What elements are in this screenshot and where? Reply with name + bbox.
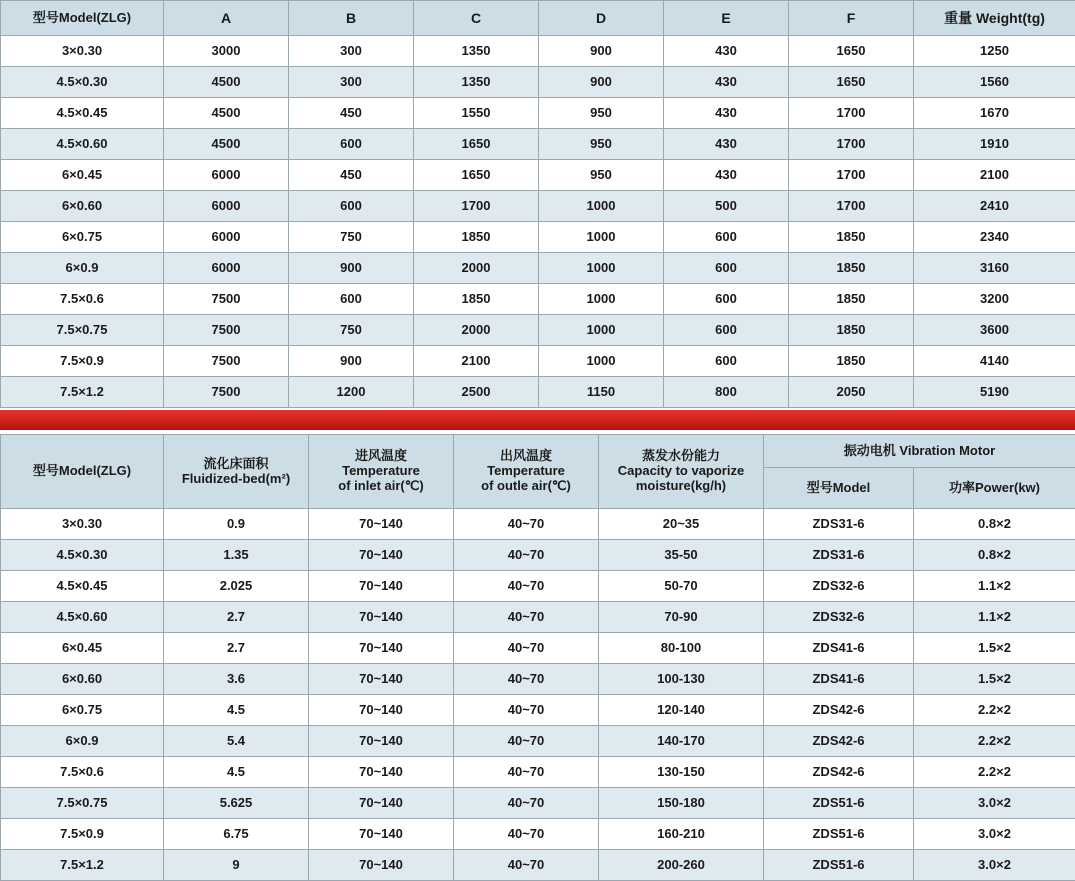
cell-outlet-temp: 40~70 (454, 695, 599, 726)
cell-e: 430 (664, 129, 789, 160)
cell-b: 300 (289, 67, 414, 98)
cell-motor-power: 2.2×2 (914, 726, 1075, 757)
cell-b: 450 (289, 98, 414, 129)
column-header-c: C (414, 1, 539, 36)
cell-f: 1850 (789, 315, 914, 346)
cell-model: 4.5×0.60 (1, 129, 164, 160)
cell-inlet-temp: 70~140 (309, 633, 454, 664)
capacity-label-en1: Capacity to vaporize (602, 464, 760, 479)
cell-f: 1700 (789, 160, 914, 191)
cell-motor-power: 1.5×2 (914, 664, 1075, 695)
performance-table-body (1, 509, 1075, 881)
cell-f: 1850 (789, 222, 914, 253)
cell-weight: 1250 (914, 36, 1075, 67)
cell-model: 4.5×0.45 (1, 98, 164, 129)
cell-outlet-temp: 40~70 (454, 571, 599, 602)
inlet-temp-label-en2: of inlet air(℃) (312, 479, 450, 494)
cell-capacity: 20~35 (599, 509, 764, 540)
cell-inlet-temp: 70~140 (309, 695, 454, 726)
cell-d: 900 (539, 36, 664, 67)
cell-weight: 3200 (914, 284, 1075, 315)
cell-inlet-temp: 70~140 (309, 726, 454, 757)
cell-motor-model: ZDS42-6 (764, 726, 914, 757)
cell-model: 7.5×0.9 (1, 346, 164, 377)
cell-outlet-temp: 40~70 (454, 757, 599, 788)
cell-model: 7.5×0.9 (1, 819, 164, 850)
cell-inlet-temp: 70~140 (309, 664, 454, 695)
cell-e: 430 (664, 160, 789, 191)
performance-table (0, 434, 1075, 881)
table-row (1, 222, 1075, 253)
cell-fluidized-bed: 4.5 (164, 757, 309, 788)
inlet-temp-label-cn: 进风温度 (312, 449, 450, 464)
cell-a: 4500 (164, 129, 289, 160)
table-row (1, 98, 1075, 129)
cell-a: 6000 (164, 253, 289, 284)
cell-motor-model: ZDS41-6 (764, 633, 914, 664)
cell-motor-model: ZDS31-6 (764, 540, 914, 571)
cell-model: 6×0.75 (1, 222, 164, 253)
cell-e: 600 (664, 253, 789, 284)
column-header-a: A (164, 1, 289, 36)
cell-a: 7500 (164, 315, 289, 346)
cell-a: 4500 (164, 98, 289, 129)
table-row (1, 509, 1075, 540)
cell-model: 4.5×0.30 (1, 540, 164, 571)
cell-b: 750 (289, 315, 414, 346)
cell-a: 7500 (164, 377, 289, 408)
fluidized-bed-label-en: Fluidized-bed(m²) (167, 472, 305, 487)
cell-c: 1700 (414, 191, 539, 222)
cell-fluidized-bed: 6.75 (164, 819, 309, 850)
cell-motor-model: ZDS42-6 (764, 757, 914, 788)
table-row (1, 315, 1075, 346)
cell-fluidized-bed: 9 (164, 850, 309, 881)
cell-fluidized-bed: 2.7 (164, 602, 309, 633)
cell-b: 600 (289, 284, 414, 315)
cell-model: 3×0.30 (1, 36, 164, 67)
cell-b: 1200 (289, 377, 414, 408)
cell-c: 1350 (414, 36, 539, 67)
cell-outlet-temp: 40~70 (454, 819, 599, 850)
cell-e: 430 (664, 36, 789, 67)
column-header-inlet-temp (309, 435, 454, 509)
table-row (1, 819, 1075, 850)
cell-c: 2000 (414, 253, 539, 284)
cell-d: 1150 (539, 377, 664, 408)
cell-model: 6×0.45 (1, 160, 164, 191)
cell-capacity: 130-150 (599, 757, 764, 788)
cell-weight: 2340 (914, 222, 1075, 253)
cell-d: 1000 (539, 191, 664, 222)
table-row (1, 695, 1075, 726)
table-row (1, 191, 1075, 222)
column-header-vibration-motor: 振动电机 Vibration Motor (764, 435, 1075, 468)
table-row (1, 36, 1075, 67)
cell-capacity: 140-170 (599, 726, 764, 757)
cell-motor-model: ZDS51-6 (764, 788, 914, 819)
cell-f: 1700 (789, 129, 914, 160)
table-header-row (1, 1, 1075, 36)
column-header-model: 型号Model(ZLG) (1, 435, 164, 509)
cell-fluidized-bed: 5.625 (164, 788, 309, 819)
cell-fluidized-bed: 2.7 (164, 633, 309, 664)
cell-model: 7.5×0.6 (1, 284, 164, 315)
cell-inlet-temp: 70~140 (309, 757, 454, 788)
cell-b: 900 (289, 253, 414, 284)
column-header-f: F (789, 1, 914, 36)
column-header-fluidized-bed (164, 435, 309, 509)
cell-f: 1650 (789, 67, 914, 98)
outlet-temp-label-cn: 出风温度 (457, 449, 595, 464)
cell-outlet-temp: 40~70 (454, 602, 599, 633)
cell-motor-power: 3.0×2 (914, 788, 1075, 819)
cell-capacity: 70-90 (599, 602, 764, 633)
cell-c: 1650 (414, 160, 539, 191)
cell-inlet-temp: 70~140 (309, 602, 454, 633)
cell-f: 2050 (789, 377, 914, 408)
table-row (1, 850, 1075, 881)
cell-e: 600 (664, 315, 789, 346)
cell-a: 6000 (164, 191, 289, 222)
cell-weight: 3160 (914, 253, 1075, 284)
cell-inlet-temp: 70~140 (309, 571, 454, 602)
cell-motor-power: 3.0×2 (914, 819, 1075, 850)
cell-fluidized-bed: 5.4 (164, 726, 309, 757)
column-header-b: B (289, 1, 414, 36)
cell-motor-model: ZDS42-6 (764, 695, 914, 726)
cell-c: 1350 (414, 67, 539, 98)
cell-weight: 2100 (914, 160, 1075, 191)
cell-inlet-temp: 70~140 (309, 788, 454, 819)
cell-capacity: 120-140 (599, 695, 764, 726)
cell-model: 6×0.60 (1, 191, 164, 222)
column-header-weight: 重量 Weight(tg) (914, 1, 1075, 36)
cell-fluidized-bed: 0.9 (164, 509, 309, 540)
cell-d: 1000 (539, 253, 664, 284)
cell-outlet-temp: 40~70 (454, 850, 599, 881)
cell-e: 430 (664, 98, 789, 129)
cell-model: 3×0.30 (1, 509, 164, 540)
column-header-vaporize-capacity (599, 435, 764, 509)
cell-weight: 5190 (914, 377, 1075, 408)
cell-c: 2500 (414, 377, 539, 408)
column-header-e: E (664, 1, 789, 36)
cell-f: 1850 (789, 253, 914, 284)
cell-model: 7.5×0.6 (1, 757, 164, 788)
cell-model: 6×0.45 (1, 633, 164, 664)
cell-motor-power: 1.1×2 (914, 571, 1075, 602)
cell-model: 6×0.9 (1, 726, 164, 757)
cell-c: 1850 (414, 284, 539, 315)
cell-b: 900 (289, 346, 414, 377)
inlet-temp-label-en1: Temperature (312, 464, 450, 479)
cell-b: 750 (289, 222, 414, 253)
cell-capacity: 80-100 (599, 633, 764, 664)
cell-e: 600 (664, 346, 789, 377)
cell-e: 800 (664, 377, 789, 408)
table-row (1, 253, 1075, 284)
cell-fluidized-bed: 4.5 (164, 695, 309, 726)
outlet-temp-label-en2: of outle air(℃) (457, 479, 595, 494)
table-row (1, 346, 1075, 377)
cell-motor-power: 1.1×2 (914, 602, 1075, 633)
cell-d: 1000 (539, 222, 664, 253)
cell-a: 3000 (164, 36, 289, 67)
cell-capacity: 160-210 (599, 819, 764, 850)
cell-motor-model: ZDS41-6 (764, 664, 914, 695)
cell-model: 7.5×0.75 (1, 315, 164, 346)
column-header-motor-power: 功率Power(kw) (914, 468, 1075, 509)
section-divider-bar (0, 410, 1075, 430)
cell-capacity: 50-70 (599, 571, 764, 602)
cell-weight: 3600 (914, 315, 1075, 346)
table-row (1, 602, 1075, 633)
cell-e: 600 (664, 284, 789, 315)
table-row (1, 633, 1075, 664)
cell-weight: 2410 (914, 191, 1075, 222)
table-row (1, 129, 1075, 160)
cell-model: 7.5×1.2 (1, 850, 164, 881)
outlet-temp-label-en1: Temperature (457, 464, 595, 479)
capacity-label-cn: 蒸发水份能力 (602, 449, 760, 464)
cell-e: 600 (664, 222, 789, 253)
cell-d: 950 (539, 129, 664, 160)
cell-model: 6×0.60 (1, 664, 164, 695)
cell-motor-model: ZDS51-6 (764, 850, 914, 881)
cell-motor-model: ZDS32-6 (764, 602, 914, 633)
column-header-motor-model: 型号Model (764, 468, 914, 509)
cell-inlet-temp: 70~140 (309, 819, 454, 850)
table-row (1, 664, 1075, 695)
cell-motor-power: 1.5×2 (914, 633, 1075, 664)
cell-f: 1850 (789, 284, 914, 315)
cell-motor-model: ZDS32-6 (764, 571, 914, 602)
cell-c: 2000 (414, 315, 539, 346)
table-row (1, 160, 1075, 191)
cell-a: 7500 (164, 346, 289, 377)
cell-c: 1650 (414, 129, 539, 160)
cell-d: 1000 (539, 284, 664, 315)
cell-f: 1850 (789, 346, 914, 377)
cell-fluidized-bed: 2.025 (164, 571, 309, 602)
capacity-label-en2: moisture(kg/h) (602, 479, 760, 494)
cell-motor-model: ZDS31-6 (764, 509, 914, 540)
cell-outlet-temp: 40~70 (454, 726, 599, 757)
column-header-model: 型号Model(ZLG) (1, 1, 164, 36)
dimensions-table-body (1, 36, 1075, 408)
cell-motor-power: 2.2×2 (914, 695, 1075, 726)
cell-inlet-temp: 70~140 (309, 540, 454, 571)
cell-weight: 1910 (914, 129, 1075, 160)
cell-model: 6×0.9 (1, 253, 164, 284)
table-header-row-top (1, 435, 1075, 468)
table-row (1, 571, 1075, 602)
column-header-d: D (539, 1, 664, 36)
cell-b: 600 (289, 191, 414, 222)
cell-outlet-temp: 40~70 (454, 540, 599, 571)
cell-capacity: 100-130 (599, 664, 764, 695)
cell-outlet-temp: 40~70 (454, 788, 599, 819)
cell-c: 1550 (414, 98, 539, 129)
cell-d: 900 (539, 67, 664, 98)
cell-weight: 1560 (914, 67, 1075, 98)
cell-f: 1650 (789, 36, 914, 67)
cell-d: 1000 (539, 315, 664, 346)
cell-capacity: 150-180 (599, 788, 764, 819)
cell-motor-model: ZDS51-6 (764, 819, 914, 850)
cell-model: 7.5×0.75 (1, 788, 164, 819)
cell-b: 600 (289, 129, 414, 160)
cell-motor-power: 0.8×2 (914, 540, 1075, 571)
cell-c: 2100 (414, 346, 539, 377)
cell-weight: 1670 (914, 98, 1075, 129)
dimensions-table (0, 0, 1075, 408)
cell-a: 4500 (164, 67, 289, 98)
cell-d: 1000 (539, 346, 664, 377)
cell-c: 1850 (414, 222, 539, 253)
cell-a: 7500 (164, 284, 289, 315)
cell-weight: 4140 (914, 346, 1075, 377)
cell-motor-power: 2.2×2 (914, 757, 1075, 788)
table-row (1, 757, 1075, 788)
cell-b: 300 (289, 36, 414, 67)
cell-motor-power: 3.0×2 (914, 850, 1075, 881)
cell-d: 950 (539, 98, 664, 129)
cell-d: 950 (539, 160, 664, 191)
cell-fluidized-bed: 3.6 (164, 664, 309, 695)
cell-outlet-temp: 40~70 (454, 633, 599, 664)
cell-inlet-temp: 70~140 (309, 509, 454, 540)
cell-model: 4.5×0.30 (1, 67, 164, 98)
cell-f: 1700 (789, 98, 914, 129)
cell-model: 7.5×1.2 (1, 377, 164, 408)
table-row (1, 540, 1075, 571)
cell-model: 4.5×0.45 (1, 571, 164, 602)
cell-e: 500 (664, 191, 789, 222)
cell-capacity: 35-50 (599, 540, 764, 571)
cell-motor-power: 0.8×2 (914, 509, 1075, 540)
column-header-outlet-temp (454, 435, 599, 509)
cell-e: 430 (664, 67, 789, 98)
table-row (1, 726, 1075, 757)
fluidized-bed-label-cn: 流化床面积 (167, 457, 305, 472)
cell-outlet-temp: 40~70 (454, 664, 599, 695)
table-row (1, 377, 1075, 408)
cell-model: 6×0.75 (1, 695, 164, 726)
cell-inlet-temp: 70~140 (309, 850, 454, 881)
cell-f: 1700 (789, 191, 914, 222)
cell-model: 4.5×0.60 (1, 602, 164, 633)
cell-a: 6000 (164, 222, 289, 253)
table-row (1, 788, 1075, 819)
cell-a: 6000 (164, 160, 289, 191)
cell-capacity: 200-260 (599, 850, 764, 881)
table-row (1, 67, 1075, 98)
cell-outlet-temp: 40~70 (454, 509, 599, 540)
table-row (1, 284, 1075, 315)
cell-fluidized-bed: 1.35 (164, 540, 309, 571)
cell-b: 450 (289, 160, 414, 191)
